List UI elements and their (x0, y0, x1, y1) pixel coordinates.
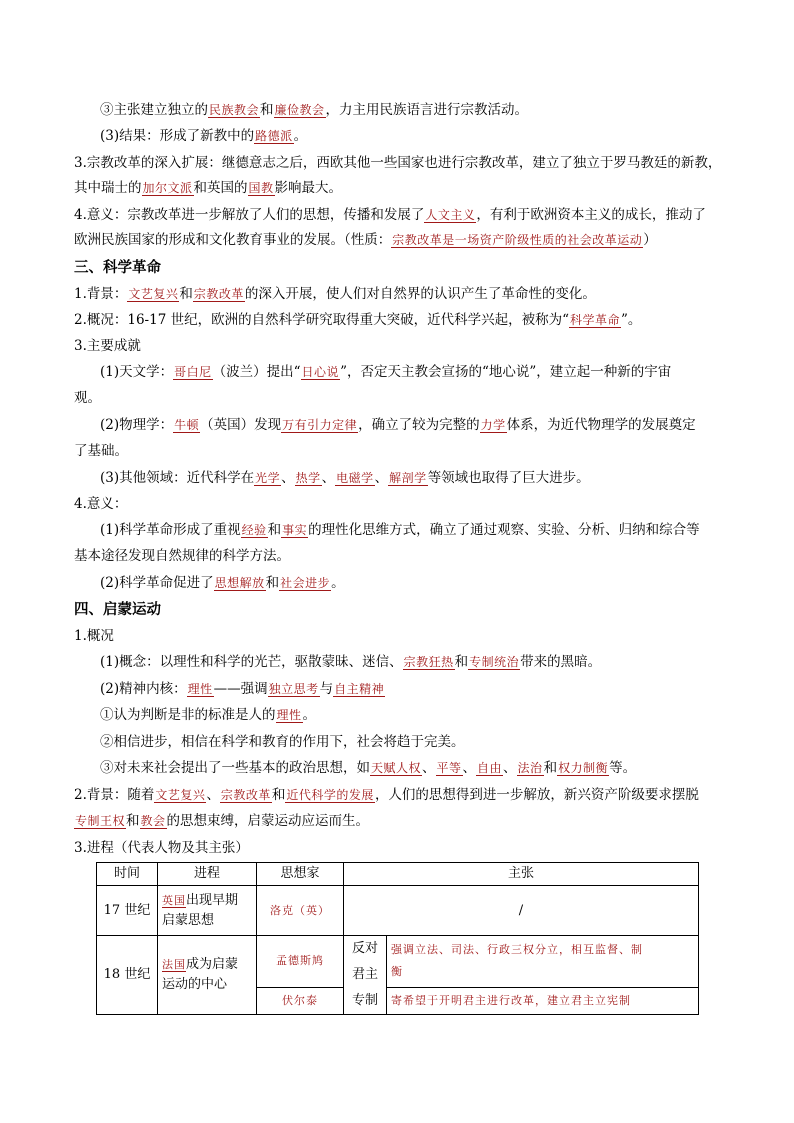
keyword: 廉俭教会 (274, 103, 325, 117)
keyword: 电磁学 (336, 471, 374, 485)
keyword: 牛顿 (174, 418, 200, 432)
table-cell-opposition: 反对 君主 专制 (344, 936, 387, 1015)
enlightenment-point-2: ②相信进步，相信在科学和教育的作用下，社会将趋于完美。 (100, 734, 465, 750)
keyword: 日心说 (301, 365, 340, 379)
keyword: 社会进步 (280, 576, 331, 590)
science-significance-1-line1: (1)科学革命形成了重视经验和事实的理性化思维方式，确立了通过观察、实验、分析、归纳和综合等 (100, 522, 700, 538)
science-background: 1.背景：文艺复兴和宗教改革的深入开展，使人们对自然界的认识产生了革命性的变化。 (74, 286, 596, 302)
table-row (97, 936, 699, 988)
keyword: 法治 (517, 761, 543, 775)
keyword: 人文主义 (425, 208, 476, 222)
science-significance-title: 4.意义： (74, 496, 128, 512)
table-cell-time: 17 世纪 (97, 886, 158, 936)
enlightenment-overview-title: 1.概况 (74, 628, 114, 644)
keyword: 哥白尼 (174, 365, 212, 379)
keyword: 独立思考 (268, 682, 319, 696)
table-header-claim: 主张 (344, 863, 699, 886)
keyword: 科学革命 (570, 313, 621, 327)
keyword: 专制统治 (469, 655, 520, 669)
keyword: 自主精神 (334, 682, 385, 696)
keyword: 近代科学的发展 (286, 788, 374, 802)
keyword: 教会 (140, 814, 166, 828)
science-significance-2: (2)科学革命促进了思想解放和社会进步。 (100, 575, 345, 591)
keyword: 热学 (295, 471, 321, 485)
science-physics-line1: (2)物理学：牛顿（英国）发现万有引力定律，确立了较为完整的力学体系，为近代物理学的发展奠定 (100, 417, 696, 433)
keyword: 权力制衡 (558, 761, 609, 775)
keyword: 经验 (241, 523, 267, 537)
keyword: 天赋人权 (371, 761, 422, 775)
science-physics-line2: 了基础。 (74, 443, 128, 459)
keyword: 理性 (187, 682, 213, 696)
table-header-time: 时间 (97, 863, 158, 886)
keyword: 英国 (162, 893, 186, 907)
reform-spread-line1: 3.宗教改革的深入扩展：继德意志之后，西欧其他一些国家也进行宗教改革，建立了独立于罗马教廷的新教， (74, 155, 722, 171)
table-cell-thinker: 伏尔泰 (257, 987, 344, 1014)
keyword: 专制王权 (75, 814, 126, 828)
keyword: 万有引力定律 (282, 418, 358, 432)
keyword: 宗教改革 (193, 287, 244, 301)
reform-significance-line2: 欧洲民族国家的形成和文化教育事业的发展。（性质：宗教改革是一场资产阶级性质的社会改革运动） (74, 232, 657, 248)
keyword: 宗教狂热 (403, 655, 454, 669)
keyword: 民族教会 (209, 103, 260, 117)
enlightenment-background-line2: 专制王权和教会的思想束缚，启蒙运动应运而生。 (75, 813, 370, 829)
enlightenment-concept: (1)概念：以理性和科学的光芒，驱散蒙昧、迷信、宗教狂热和专制统治带来的黑暗。 (100, 654, 602, 670)
enlightenment-point-3: ③对未来社会提出了一些基本的政治思想，如天赋人权、平等、自由、法治和权力制衡等。 (100, 760, 637, 776)
table-cell-claim: 强调立法、司法、行政三权分立，相互监督、制 衡 (387, 936, 699, 988)
table-cell-claim: / (344, 886, 699, 936)
table-header-row (97, 863, 699, 886)
keyword: 宗教改革 (220, 788, 271, 802)
enlightenment-progress-title: 3.进程（代表人物及其主张） (74, 840, 249, 856)
enlightenment-spirit: (2)精神内核：理性——强调独立思考与自主精神 (100, 681, 385, 697)
keyword: 思想解放 (214, 576, 265, 590)
keyword: 法国 (162, 958, 186, 971)
table-row (97, 886, 699, 936)
keyword: 文艺复兴 (155, 788, 206, 802)
science-astronomy-line1: (1)天文学：哥白尼（波兰）提出“日心说”，否定天主教会宣扬的“地心说”，建立起一种新的宇宙 (100, 364, 672, 380)
reform-point-3: ③主张建立独立的民族教会和廉俭教会，力主用民族语言进行宗教活动。 (100, 102, 529, 118)
table-cell-thinker: 洛克（英） (257, 886, 344, 936)
keyword: 理性 (276, 708, 302, 722)
science-overview: 2.概况：16-17 世纪，欧洲的自然科学研究取得重大突破，近代科学兴起，被称为“科学革命”。 (74, 312, 642, 328)
science-significance-1-line2: 基本途径发现自然规律的科学方法。 (74, 548, 290, 564)
science-achievements-title: 3.主要成就 (74, 338, 141, 354)
table-cell-claim: 寄希望于开明君主进行改革，建立君主立宪制 (387, 987, 699, 1014)
table-header-thinker: 思想家 (257, 863, 344, 886)
enlightenment-background-line1: 2.背景：随着文艺复兴、宗教改革和近代科学的发展，人们的思想得到进一步解放，新兴资产阶级要求摆脱 (74, 787, 699, 803)
reform-significance-line1: 4.意义：宗教改革进一步解放了人们的思想，传播和发展了人文主义，有利于欧洲资本主义的成长，推动了 (74, 207, 706, 223)
table-cell-thinker: 孟德斯鸠 (257, 936, 344, 988)
section-heading-science: 三、科学革命 (74, 259, 161, 276)
table-cell-progress: 法国成为启蒙 运动的中心 (158, 936, 257, 1015)
science-astronomy-line2: 观。 (74, 390, 101, 406)
keyword: 光学 (255, 471, 281, 485)
enlightenment-point-1: ①认为判断是非的标准是人的理性。 (100, 707, 317, 723)
keyword: 事实 (282, 523, 308, 537)
keyword: 文艺复兴 (128, 287, 179, 301)
table-header-progress: 进程 (158, 863, 257, 886)
keyword: 宗教改革是一场资产阶级性质的社会改革运动 (392, 233, 643, 247)
keyword: 自由 (477, 761, 503, 775)
keyword: 平等 (436, 761, 462, 775)
table-cell-time: 18 世纪 (97, 936, 158, 1015)
reform-spread-line2: 其中瑞士的加尔文派和英国的国教影响最大。 (74, 180, 343, 196)
science-other-fields: (3)其他领域：近代科学在光学、热学、电磁学、解剖学等领域也取得了巨大进步。 (100, 470, 590, 486)
table-cell-progress: 英国出现早期 启蒙思想 (158, 886, 257, 936)
keyword: 路德派 (255, 129, 293, 143)
keyword: 解剖学 (389, 471, 427, 485)
keyword: 力学 (480, 418, 506, 432)
section-heading-enlightenment: 四、启蒙运动 (74, 601, 161, 618)
reform-result: (3)结果：形成了新教中的路德派。 (100, 128, 308, 144)
keyword: 国教 (248, 181, 274, 195)
keyword: 加尔文派 (142, 181, 193, 195)
enlightenment-progress-table (96, 862, 699, 1015)
